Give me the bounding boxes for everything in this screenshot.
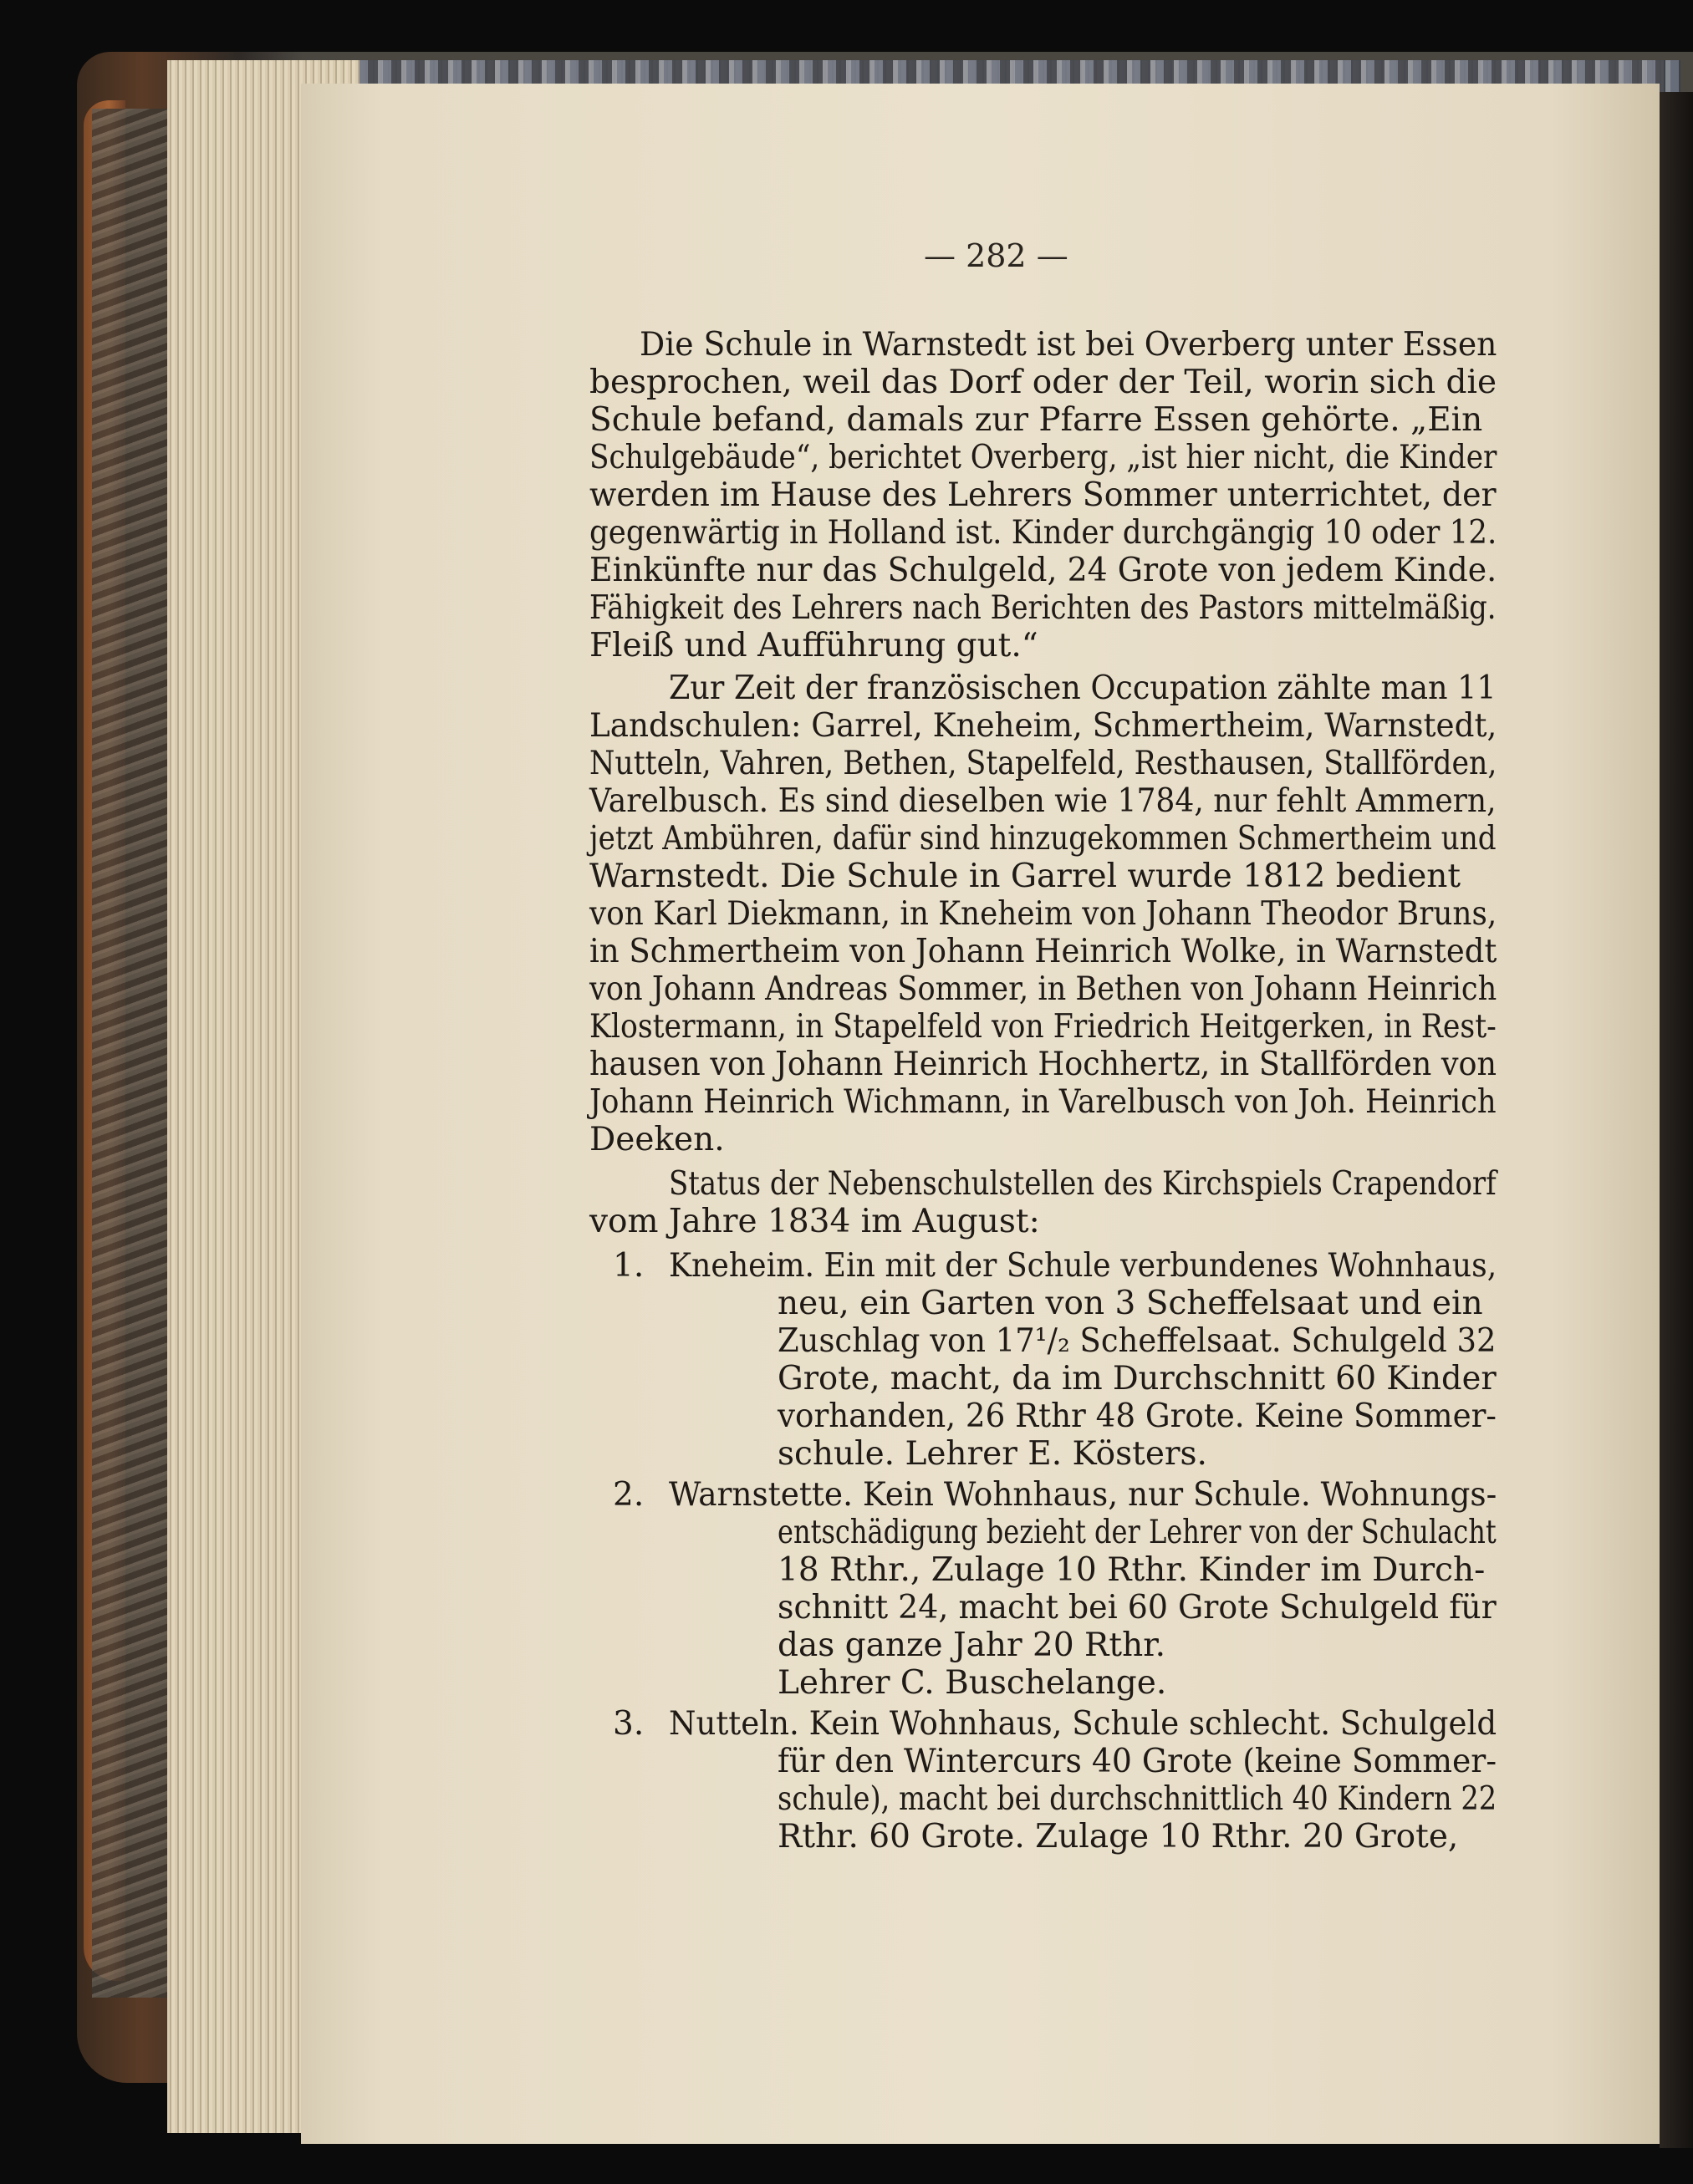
text-line: Fleiß und Aufführung gut.“ (589, 627, 1038, 664)
text-line: vom Jahre 1834 im August: (589, 1203, 1040, 1240)
text-line: Johann Heinrich Wichmann, in Varelbusch von Joh. Heinrich (589, 1083, 1497, 1121)
page-number: — 282 — (924, 237, 1068, 274)
text-line: schnitt 24, macht bei 60 Grote Schulgeld für (778, 1589, 1497, 1627)
text-line: Warnstette. Kein Wohnhaus, nur Schule. Wohnungs- (669, 1476, 1497, 1514)
text-line: vorhanden, 26 Rthr 48 Grote. Keine Sommer- (778, 1397, 1497, 1435)
text-line: Zur Zeit der französischen Occupation zählte man 11 (669, 669, 1497, 707)
text-line: Nutteln. Kein Wohnhaus, Schule schlecht. Schulgeld (669, 1705, 1497, 1743)
text-line: gegenwärtig in Holland ist. Kinder durchgängig 10 oder 12. (589, 514, 1497, 552)
text-line: schule. Lehrer E. Kösters. (778, 1435, 1207, 1473)
text-line: neu, ein Garten von 3 Scheffelsaat und ein (778, 1285, 1483, 1322)
text-line: Deeken. (589, 1121, 725, 1158)
text-line: Lehrer C. Buschelange. (778, 1664, 1167, 1702)
text-line: 18 Rthr., Zulage 10 Rthr. Kinder im Durch- (778, 1551, 1486, 1589)
text-line: Die Schule in Warnstedt ist bei Overberg unter Essen (640, 326, 1497, 364)
text-line: Varelbusch. Es sind dieselben wie 1784, nur fehlt Ammern, (589, 782, 1497, 820)
text-line: Einkünfte nur das Schulgeld, 24 Grote von jedem Kinde. (589, 552, 1497, 589)
text-line: besprochen, weil das Dorf oder der Teil, worin sich die (589, 364, 1497, 401)
text-line: Schulgebäude“, berichtet Overberg, „ist hier nicht, die Kinder (589, 439, 1497, 476)
text-line: Nutteln, Vahren, Bethen, Stapelfeld, Resthausen, Stallförden, (589, 745, 1497, 782)
text-line: von Karl Diekmann, in Kneheim von Johann Theodor Bruns, (589, 895, 1497, 933)
text-line: entschädigung bezieht der Lehrer von der Schulacht (778, 1514, 1497, 1551)
text-line: in Schmertheim von Johann Heinrich Wolke, in Warnstedt (589, 933, 1497, 970)
text-line: von Johann Andreas Sommer, in Bethen von Johann Heinrich (589, 970, 1497, 1008)
text-line: Zuschlag von 17¹/₂ Scheffelsaat. Schulgeld 32 (778, 1322, 1497, 1360)
text-line: Grote, macht, da im Durchschnitt 60 Kinder (778, 1360, 1497, 1397)
text-line: Kneheim. Ein mit der Schule verbundenes Wohnhaus, (669, 1247, 1497, 1285)
list-item-number: 2. (613, 1476, 645, 1514)
text-line: Schule befand, damals zur Pfarre Essen gehörte. „Ein (589, 401, 1483, 439)
list-item-number: 1. (613, 1247, 645, 1285)
text-line: Klostermann, in Stapelfeld von Friedrich Heitgerken, in Rest- (589, 1008, 1497, 1046)
text-line: Rthr. 60 Grote. Zulage 10 Rthr. 20 Grote, (778, 1818, 1459, 1856)
text-line: Landschulen: Garrel, Kneheim, Schmertheim, Warnstedt, (589, 707, 1497, 745)
text-line: hausen von Johann Heinrich Hochhertz, in Stallförden von (589, 1046, 1497, 1083)
text-line: werden im Hause des Lehrers Sommer unterrichtet, der (589, 476, 1497, 514)
text-line: für den Wintercurs 40 Grote (keine Sommer- (778, 1743, 1497, 1780)
text-line: Fähigkeit des Lehrers nach Berichten des Pastors mittelmäßig. (589, 589, 1497, 627)
text-line: Warnstedt. Die Schule in Garrel wurde 1812 bedient (589, 858, 1461, 895)
text-line: Status der Nebenschulstellen des Kirchspiels Crapendorf (669, 1165, 1497, 1203)
text-line: das ganze Jahr 20 Rthr. (778, 1627, 1165, 1664)
text-line: jetzt Ambühren, dafür sind hinzugekommen Schmertheim und (589, 820, 1497, 858)
list-item-number: 3. (613, 1705, 645, 1743)
text-line: schule), macht bei durchschnittlich 40 Kindern 22 (778, 1780, 1497, 1818)
